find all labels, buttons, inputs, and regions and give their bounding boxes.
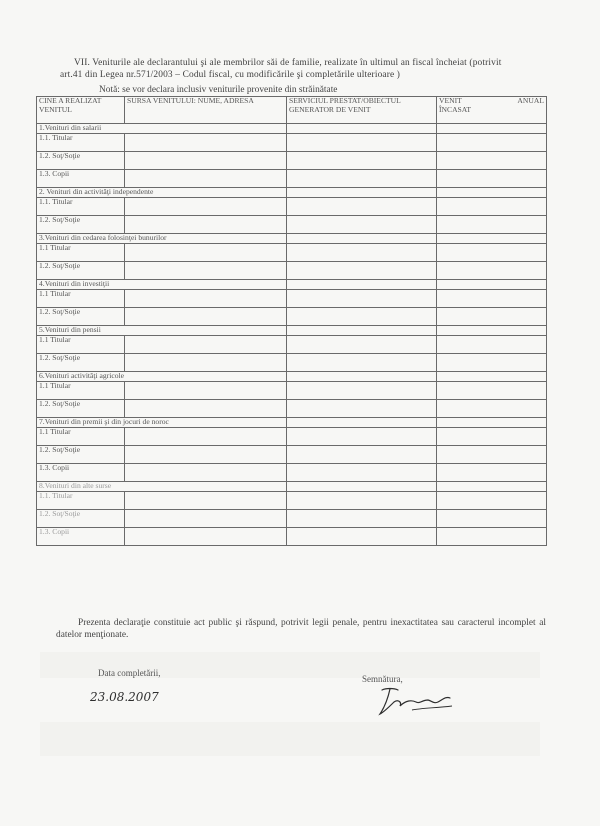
section-title: 6.Venituri activităţi agricole [37,372,287,382]
legal-statement-text: Prezenta declaraţie constituie act public şi răspund, potrivit legii penale, pentru inexactitatea sau caracterul incomplet al datelor menţionate. [56,618,546,640]
handwritten-date-text: 23.08.2007 [90,690,159,704]
section-title: 1.Venituri din salarii [37,124,287,134]
row-label: 1.3. Copii [37,464,125,482]
row-label: 1.3. Copii [37,170,125,188]
table-cell [287,492,437,510]
table-row [37,510,547,528]
table-cell [437,446,547,464]
table-cell [125,382,287,400]
table-cell [437,244,547,262]
table-cell [437,170,547,188]
header-income-venit: VENIT [439,96,462,105]
row-label: 1.1. Titular [37,492,125,510]
legal-statement [56,617,546,641]
row-label: 1.2. Soţ/Soţie [37,152,125,170]
table-cell [437,152,547,170]
table-row [37,528,547,546]
table-cell [287,198,437,216]
table-cell [287,216,437,234]
table-row [37,464,547,482]
row-label: 1.3. Copii [37,528,125,546]
table-cell [287,354,437,372]
table-cell [287,372,437,382]
row-label: 1.2. Soţ/Soţie [37,400,125,418]
section-row [37,188,547,198]
table-cell [437,464,547,482]
section-row [37,280,547,290]
table-cell [437,134,547,152]
table-cell [125,244,287,262]
table-cell [437,290,547,308]
intro-line-2: art.41 din Legea nr.571/2003 – Codul fiscal, cu modificările şi completările ulterioare ) [60,69,401,80]
table-cell [287,188,437,198]
table-cell [125,198,287,216]
row-label: 1.1. Titular [37,198,125,216]
table-cell [287,234,437,244]
table-cell [287,134,437,152]
table-row [37,244,547,262]
row-label: 1.1 Titular [37,382,125,400]
section-title: 2. Venituri din activităţi independente [37,188,287,198]
signature-image [372,684,462,718]
header-who: CINE A REALIZAT VENITUL [37,97,125,124]
section-title: 8.Venituri din alte surse [37,482,287,492]
table-cell [287,326,437,336]
row-label: 1.2. Soţ/Soţie [37,308,125,326]
table-cell [437,198,547,216]
header-income-anual: ANUAL [517,96,544,105]
section-row [37,482,547,492]
table-cell [287,482,437,492]
intro-note: Notă: se vor declara inclusiv veniturile provenite din străinătate [99,85,338,95]
row-label: 1.1 Titular [37,244,125,262]
table-row [37,492,547,510]
row-label: 1.2. Soţ/Soţie [37,510,125,528]
table-cell [125,400,287,418]
row-label: 1.1 Titular [37,428,125,446]
row-label: 1.2. Soţ/Soţie [37,262,125,280]
header-income [437,97,547,124]
table-row [37,262,547,280]
table-cell [287,290,437,308]
table-cell [287,170,437,188]
section-title: 7.Venituri din premii şi din jocuri de noroc [37,418,287,428]
income-table-body [37,124,547,546]
date-label: Data completării, [98,668,161,678]
table-cell [125,152,287,170]
section-row [37,234,547,244]
row-label: 1.2. Soţ/Soţie [37,446,125,464]
table-cell [287,308,437,326]
table-cell [287,262,437,280]
header-source: SURSA VENITULUI: NUME, ADRESA [125,97,287,124]
table-row [37,354,547,372]
table-cell [287,124,437,134]
table-cell [125,528,287,546]
table-cell [437,482,547,492]
table-cell [125,216,287,234]
table-row [37,170,547,188]
row-label: 1.1. Titular [37,134,125,152]
table-cell [437,280,547,290]
income-table [36,96,547,546]
table-row [37,336,547,354]
table-cell [287,280,437,290]
row-label: 1.1 Titular [37,290,125,308]
table-row [37,382,547,400]
table-cell [125,464,287,482]
table-cell [287,382,437,400]
table-cell [287,244,437,262]
table-row [37,290,547,308]
table-cell [437,400,547,418]
table-cell [437,326,547,336]
table-cell [125,134,287,152]
header-income-incasat: ÎNCASAT [439,104,472,114]
table-row [37,152,547,170]
header-service: SERVICIUL PRESTAT/OBIECTUL GENERATOR DE VENIT [287,97,437,124]
table-cell [125,308,287,326]
handwritten-date [88,687,178,707]
row-label: 1.2. Soţ/Soţie [37,216,125,234]
row-label: 1.1 Titular [37,336,125,354]
table-cell [437,354,547,372]
table-cell [125,262,287,280]
table-row [37,446,547,464]
table-cell [437,382,547,400]
faded-background-box [40,722,540,756]
table-cell [287,400,437,418]
table-cell [125,428,287,446]
table-cell [287,336,437,354]
table-cell [125,354,287,372]
table-cell [437,124,547,134]
table-row [37,134,547,152]
table-cell [437,336,547,354]
table-cell [437,372,547,382]
table-cell [287,464,437,482]
section-intro [60,58,555,81]
table-row [37,216,547,234]
section-title: 4.Venituri din investiţii [37,280,287,290]
table-cell [287,510,437,528]
table-cell [437,262,547,280]
table-row [37,198,547,216]
table-cell [437,234,547,244]
table-row [37,428,547,446]
table-row [37,400,547,418]
table-cell [125,170,287,188]
table-cell [437,216,547,234]
table-cell [437,418,547,428]
table-cell [287,428,437,446]
table-cell [125,336,287,354]
table-cell [125,446,287,464]
table-cell [287,152,437,170]
table-cell [125,510,287,528]
section-row [37,326,547,336]
table-cell [437,528,547,546]
table-cell [287,446,437,464]
section-row [37,372,547,382]
row-label: 1.2. Soţ/Soţie [37,354,125,372]
table-cell [125,290,287,308]
table-cell [437,492,547,510]
table-cell [125,492,287,510]
signature-label: Semnătura, [362,674,403,684]
section-row [37,124,547,134]
section-row [37,418,547,428]
table-cell [437,308,547,326]
section-title: 3.Venituri din cedarea folosinţei bunurilor [37,234,287,244]
table-row [37,308,547,326]
table-cell [437,510,547,528]
intro-line-1: VII. Veniturile ale declarantului şi ale membrilor săi de familie, realizate în ultimul an fiscal încheiat (potrivit [74,58,502,68]
table-cell [287,528,437,546]
table-cell [287,418,437,428]
section-title: 5.Venituri din pensii [37,326,287,336]
table-cell [437,188,547,198]
table-cell [437,428,547,446]
